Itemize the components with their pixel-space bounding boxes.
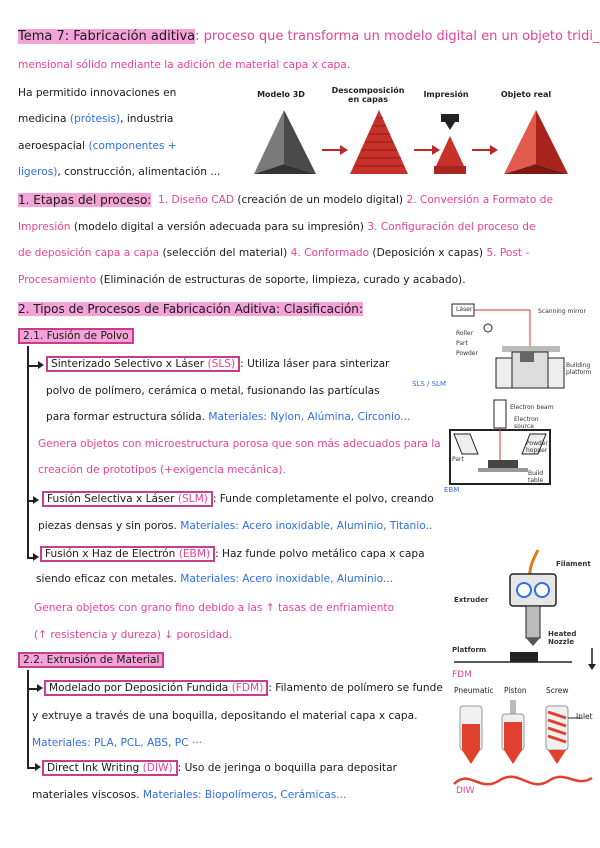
diw-figure [450, 684, 598, 796]
diw-line-2 [32, 788, 346, 802]
fdm-line-2: y extruye a través de una boquilla, depositando el material capa x capa. [32, 710, 418, 722]
red-pyramid-left [504, 110, 536, 174]
slm-title-box [42, 491, 213, 507]
step-3-end: de deposición capa a capa [18, 247, 160, 259]
subsection-2-1 [18, 329, 134, 343]
tree-arrow-slm [33, 496, 39, 504]
arrow-2-head [432, 145, 440, 155]
intro-industria: , industria [120, 113, 174, 125]
title-text: Tema 7: Fabricación aditiva [18, 29, 196, 44]
sls-part-roller: Roller [456, 330, 474, 337]
fdm-part-platform: Platform [452, 646, 487, 654]
section-1-line-3 [18, 246, 529, 260]
section-1-line-2 [18, 220, 536, 234]
tree-arrow-diw [35, 763, 41, 771]
label-objeto-real: Objeto real [500, 90, 552, 99]
ebm-title: Fusión x Haz de Electrón [45, 548, 179, 560]
step-4-desc: (Deposición x capas) [369, 247, 487, 259]
ebm-desc-1: : Haz funde polvo metálico capa x capa [215, 548, 425, 560]
sls-desc-3: para formar estructura sólida. [46, 411, 209, 423]
sls-desc-1: : Utiliza láser para sinterizar [240, 358, 390, 370]
fdm-title: Modelado por Deposición Fundida [49, 682, 232, 694]
diw-part-pneumatic: Pneumatic [454, 686, 494, 695]
section-1-line-4 [18, 273, 466, 287]
section-2-heading [18, 302, 363, 316]
tree-line-2-2 [27, 670, 29, 769]
ebm-note-2: (↑ resistencia y dureza) ↓ porosidad. [34, 629, 233, 641]
sls-note-1: Genera objetos con microestructura porosa que son más adecuados para la [38, 438, 441, 450]
sls-line-2: polvo de polímero, cerámica o metal, fusionando las partículas [46, 385, 380, 397]
fdm-desc-1: : Filamento de polímero se funde [268, 682, 443, 694]
sls-line-1 [46, 357, 389, 371]
label-descomposicion: Descomposición en capas [331, 86, 405, 104]
slm-line-1 [42, 492, 434, 506]
layered-pyramid [350, 110, 408, 174]
process-figure [236, 84, 580, 182]
ebm-title-box [40, 546, 215, 562]
diw-part-inlet: Inlet [576, 712, 593, 721]
intro-line-1: Ha permitido innovaciones en [18, 87, 177, 99]
sls-title: Sinterizado Selectivo x Láser [51, 358, 208, 370]
fdm-figure [452, 548, 598, 672]
diw-part-piston: Piston [504, 686, 527, 695]
intro-componentes: (componentes + [88, 140, 177, 152]
tree-arrow-fdm [37, 684, 43, 692]
step-3: 3. Configuración del proceso de [367, 221, 536, 233]
arrow-1-head [340, 145, 348, 155]
diw-desc-2: materiales viscosos. [32, 789, 143, 801]
process-diagram-svg [236, 106, 580, 180]
step-5: 5. Post - [486, 247, 530, 259]
diw-figure-label: DIW [456, 786, 475, 796]
section-2-title: 2. Tipos de Procesos de Fabricación Aditiva: Clasificación: [18, 302, 363, 316]
slm-desc-2: piezas densas y sin poros. [38, 520, 181, 532]
sls-part-platform: Building platform [566, 362, 592, 376]
slm-abbr: (SLM) [177, 493, 208, 505]
intro-aeroespacial: aeroespacial [18, 140, 89, 152]
section-1-title: 1. Etapas del proceso: [18, 193, 152, 207]
step-1: 1. Diseño CAD [158, 194, 234, 206]
arrow-3-head [490, 145, 498, 155]
intro-protesis: (prótesis) [69, 113, 121, 125]
sls-line-3 [46, 410, 410, 424]
diw-line-1 [42, 761, 397, 775]
step-3-desc: (selección del material) [159, 247, 291, 259]
fdm-part-nozzle: Heated Nozzle [548, 630, 577, 646]
fdm-abbr: (FDM) [231, 682, 264, 694]
sls-part-mirror: Scanning mirror [538, 308, 586, 315]
ebm-line-2 [36, 572, 393, 586]
diw-materials: Materiales: Biopolímeros, Cerámicas... [142, 789, 347, 801]
sls-materials: Materiales: Nylon, Alúmina, Circonio... [208, 411, 411, 423]
ebm-part-beam: Electron beam [510, 404, 554, 411]
sls-part-laser: Láser [456, 306, 473, 313]
step-5-end: Procesamiento [18, 274, 97, 286]
subsection-2-2-title: 2.2. Extrusión de Material [18, 652, 164, 668]
intro-line-4 [18, 165, 220, 179]
gray-pyramid-left [254, 110, 284, 174]
sls-part-powder: Powder [456, 350, 478, 357]
step-1-desc: (creación de un modelo digital) [233, 194, 407, 206]
subsection-2-2 [18, 653, 164, 667]
section-1-line-1 [158, 193, 553, 207]
ebm-materials: Materiales: Acero inoxidable, Aluminio... [180, 573, 394, 585]
intro-construccion: , construcción, alimentación ... [57, 166, 221, 178]
slm-title: Fusión Selectiva x Láser [47, 493, 178, 505]
sls-abbr: (SLS) [207, 358, 236, 370]
fdm-title-box [44, 680, 268, 696]
page-title [18, 30, 599, 44]
intro-line-2 [18, 112, 173, 126]
section-1-heading [18, 193, 151, 207]
label-modelo-3d: Modelo 3D [257, 90, 305, 99]
ebm-desc-2: siendo eficaz con metales. [36, 573, 181, 585]
step-5-desc: (Eliminación de estructuras de soporte, limpieza, curado y acabado). [96, 274, 466, 286]
label-impresion: Impresión [423, 90, 469, 99]
ebm-part-source: Electron source [514, 416, 539, 430]
sls-note-2: creación de prototipos (+exigencia mecánica). [38, 464, 286, 476]
ebm-note-1: Genera objetos con grano fino debido a las ↑ tasas de enfriamiento [34, 602, 395, 614]
definition-line-2: mensional sólido mediante la adición de material capa x capa. [18, 59, 351, 71]
fdm-materials: Materiales: PLA, PCL, ABS, PC ··· [32, 737, 202, 749]
fdm-line-1 [44, 681, 443, 695]
tree-arrow-sls [38, 361, 44, 369]
ebm-abbr: (EBM) [178, 548, 211, 560]
diw-part-screw: Screw [546, 686, 569, 695]
sls-figure-label: SLS / SLM [412, 380, 446, 388]
intro-line-3 [18, 139, 177, 153]
step-4: 4. Conformado [290, 247, 370, 259]
slm-materials: Materiales: Acero inoxidable, Aluminio, Titanio.. [180, 520, 433, 532]
tree-line-2-1 [27, 346, 29, 559]
gray-pyramid-right [284, 110, 316, 174]
fdm-figure-label: FDM [452, 670, 472, 680]
sls-part-part: Part [456, 340, 468, 347]
slm-line-2 [38, 519, 432, 533]
ebm-figure [448, 398, 556, 486]
step-2-desc: (modelo digital a versión adecuada para su impresión) [70, 221, 368, 233]
definition-line-1: : proceso que transforma un modelo digital en un objeto tridi_ [195, 29, 600, 44]
red-pyramid-right [536, 110, 568, 174]
slm-desc-1: : Funde completamente el polvo, creando [212, 493, 434, 505]
fdm-part-filament: Filament [556, 560, 591, 568]
ebm-part-part: Part [452, 456, 464, 463]
ebm-part-hopper: Powder hopper [526, 440, 548, 454]
step-2: 2. Conversión a Formato de [406, 194, 553, 206]
diw-title: Direct Ink Writing [47, 762, 143, 774]
subsection-2-1-title: 2.1. Fusión de Polvo [18, 328, 134, 344]
step-2-end: Impresión [18, 221, 71, 233]
tree-arrow-ebm [33, 553, 39, 561]
intro-medicina: medicina [18, 113, 70, 125]
diw-desc-1: : Uso de jeringa o boquilla para depositar [177, 762, 397, 774]
fdm-part-extruder: Extruder [454, 596, 489, 604]
printing-pyramid [434, 114, 466, 174]
ebm-part-table: Build table [528, 470, 544, 484]
diw-abbr: (DIW) [142, 762, 173, 774]
diw-title-box [42, 760, 178, 776]
ebm-figure-label: EBM [444, 486, 460, 494]
intro-ligeros: ligeros) [18, 166, 58, 178]
ebm-line-1 [40, 547, 425, 561]
sls-title-box [46, 356, 240, 372]
